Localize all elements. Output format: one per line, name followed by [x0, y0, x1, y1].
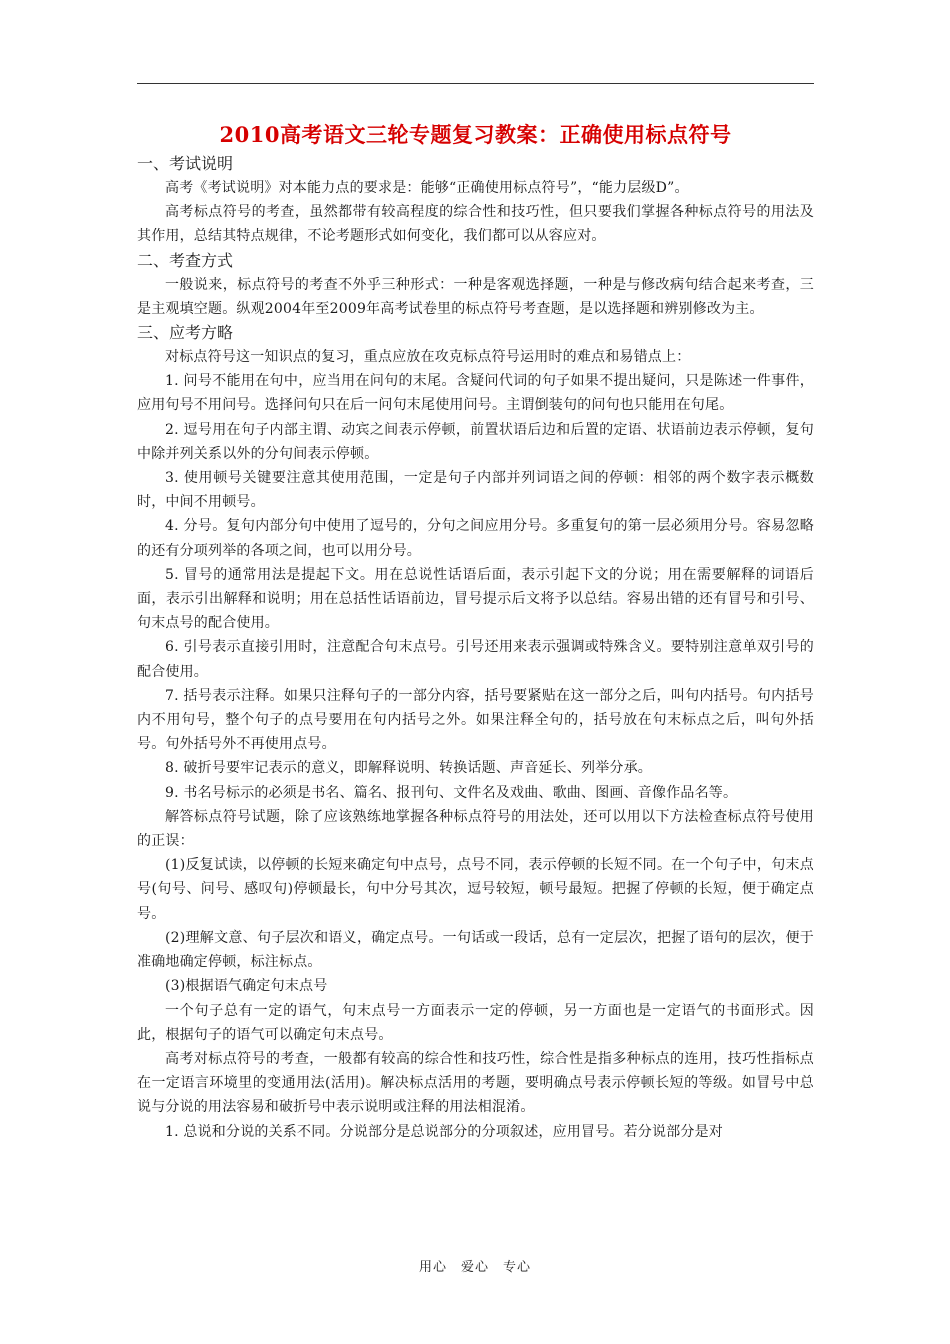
list-item: 5. 冒号的通常用法是提起下文。用在总说性话语后面，表示引起下文的分说；用在需要解释的词语后面，表示引出解释和说明；用在总括性话语前边，冒号提示后文将予以总结。容易出错的还有冒号和引号、句末点号的配合使用。 [137, 566, 814, 632]
document-title: 2010高考语文三轮专题复习教案：正确使用标点符号 [219, 122, 732, 147]
document-body [137, 120, 814, 1144]
section-heading: 一、考试说明 [137, 154, 234, 173]
paragraph: 解答标点符号试题，除了应该熟练地掌握各种标点符号的用法处，还可以用以下方法检查标点符号使用的正误： [137, 808, 814, 850]
method-item: (1)反复试读，以停顿的长短来确定句中点号，点号不同，表示停顿的长短不同。在一个句子中，句末点号(句号、问号、感叹句)停顿最长，句中分号其次，逗号较短，顿号最短。把握了停顿的长短，便于确定点号。 [137, 857, 814, 922]
list-item: 3. 使用顿号关键要注意其使用范围，一定是句子内部并列词语之间的停顿：相邻的两个数字表示概数时，中间不用顿号。 [137, 470, 814, 511]
list-item: 8. 破折号要牢记表示的意义，即解释说明、转换话题、声音延长、列举分承。 [165, 760, 653, 777]
list-item: 1. 总说和分说的关系不同。分说部分是总说部分的分项叙述，应用冒号。若分说部分是对 [165, 1123, 724, 1140]
list-item: 1. 问号不能用在句中，应当用在问句的末尾。含疑问代词的句子如果不提出疑问，只是陈述一件事件，应用句号不用问号。选择问句只在后一问句末尾使用问号。主谓倒装句的问句也只能用在句尾。 [137, 373, 814, 414]
paragraph: 高考《考试说明》对本能力点的要求是：能够“正确使用标点符号”，“能力层级D”。 [165, 180, 689, 196]
paragraph: 对标点符号这一知识点的复习，重点应放在攻克标点符号运用时的难点和易错点上： [165, 349, 691, 366]
list-item: 7. 括号表示注释。如果只注释句子的一部分内容，括号要紧贴在这一部分之后，叫句内括号。句内括号内不用句号，整个句子的点号要用在句内括号之外。如果注释全句的，括号放在句末标点之后，叫句外括号。句外括号外不再使用点号。 [137, 687, 814, 753]
list-item: 9. 书名号标示的必须是书名、篇名、报刊句、文件名及戏曲、歌曲、图画、音像作品名等。 [165, 784, 738, 801]
method-item: (2)理解文意、句子层次和语义，确定点号。一句话或一段话，总有一定层次，把握了语句的层次，便于准确地确定停顿，标注标点。 [137, 929, 814, 971]
list-item: 6. 引号表示直接引用时，注意配合句末点号。引号还用来表示强调或特殊含义。要特别注意单双引号的配合使用。 [137, 639, 814, 680]
paragraph: 高考标点符号的考查，虽然都带有较高程度的综合性和技巧性，但只要我们掌握各种标点符号的用法及其作用，总结其特点规律，不论考题形式如何变化，我们都可以从容应对。 [137, 204, 814, 245]
section-heading: 二、考查方式 [137, 250, 234, 270]
page-footer: 用心 爱心 专心 [418, 1260, 531, 1275]
paragraph: 高考对标点符号的考查，一般都有较高的综合性和技巧性，综合性是指多种标点的连用，技巧性指标点在一定语言环境里的变通用法(活用)。解决标点活用的考题，要明确点号表示停顿长短的等级。如冒号中总说与分说的用法容易和破折号中表示说明或注释的用法相混淆。 [137, 1050, 814, 1116]
paragraph: 一个句子总有一定的语气，句末点号一方面表示一定的停顿，另一方面也是一定语气的书面形式。因此，根据句子的语气可以确定句末点号。 [137, 1002, 814, 1043]
paragraph: 一般说来，标点符号的考查不外乎三种形式：一种是客观选择题，一种是与修改病句结合起来考查，三是主观填空题。纵观2004年至2009年高考试卷里的标点符号考查题，是以选择题和辨别修改为主。 [137, 276, 814, 317]
section-heading: 三、应考方略 [137, 323, 234, 343]
list-item: 2. 逗号用在句子内部主谓、动宾之间表示停顿，前置状语后边和后置的定语、状语前边表示停顿，复句中除并列关系以外的分句间表示停顿。 [137, 421, 814, 462]
method-item: (3)根据语气确定句末点号 [165, 978, 328, 995]
list-item: 4. 分号。复句内部分句中使用了逗号的，分句之间应用分号。多重复句的第一层必须用分号。容易忽略的还有分项列举的各项之间，也可以用分号。 [137, 518, 814, 559]
header-rule [137, 83, 814, 84]
